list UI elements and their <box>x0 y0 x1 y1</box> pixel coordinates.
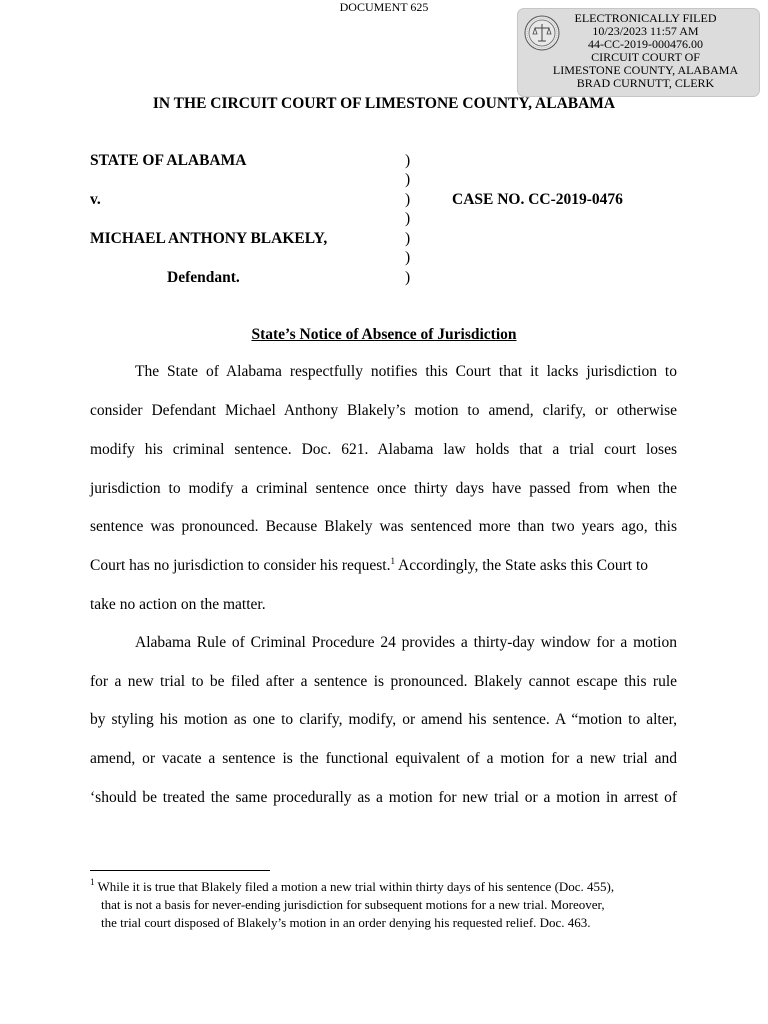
plaintiff-name: STATE OF ALABAMA <box>90 152 247 169</box>
caption-paren: ) <box>405 230 411 247</box>
caption-paren: ) <box>405 249 411 266</box>
caption-paren: ) <box>405 269 411 286</box>
caption-paren: ) <box>405 152 411 169</box>
caption-paren: ) <box>405 171 411 188</box>
footnote-line <box>90 878 677 895</box>
body-line: by styling his motion as one to clarify, modify, or amend his sentence. A “motion to alter, <box>90 711 677 728</box>
filing-stamp <box>517 8 760 97</box>
body-line: sentence was pronounced. Because Blakely was sentenced more than two years ago, this <box>90 518 677 535</box>
body-line: for a new trial to be filed after a sentence is pronounced. Blakely cannot escape this rule <box>90 673 677 690</box>
stamp-line: BRAD CURNUTT, CLERK <box>576 76 715 90</box>
case-number: CASE NO. CC-2019-0476 <box>452 191 623 208</box>
footnote-line: the trial court disposed of Blakely’s motion in an order denying his requested relief. Doc. 463. <box>101 915 591 930</box>
court-heading: IN THE CIRCUIT COURT OF LIMESTONE COUNTY, ALABAMA <box>152 95 616 112</box>
body-line: modify his criminal sentence. Doc. 621. Alabama law holds that a trial court loses <box>90 441 677 458</box>
body-line: amend, or vacate a sentence is the functional equivalent of a motion for a new trial and <box>90 750 677 767</box>
footnote-line: that is not a basis for never-ending jurisdiction for subsequent motions for a new trial. Moreover, <box>101 897 605 912</box>
caption-paren: ) <box>405 191 411 208</box>
body-line: consider Defendant Michael Anthony Blakely’s motion to amend, clarify, or otherwise <box>90 402 677 419</box>
stamp-text <box>532 12 759 90</box>
stamp-line: CIRCUIT COURT OF <box>591 50 700 64</box>
versus-label: v. <box>90 191 101 208</box>
body-text: Accordingly, the State asks this Court to <box>395 557 648 574</box>
body-line: ‘should be treated the same procedurally as a motion for new trial or a motion in arrest of <box>90 789 677 806</box>
footnote-divider <box>90 870 270 871</box>
defendant-name: MICHAEL ANTHONY BLAKELY, <box>90 230 328 247</box>
footnote-marker: 1 <box>90 877 95 887</box>
caption-paren: ) <box>405 210 411 227</box>
stamp-line: 10/23/2023 11:57 AM <box>592 24 699 38</box>
defendant-role: Defendant. <box>167 269 240 286</box>
document-title: State’s Notice of Absence of Jurisdiction <box>251 326 517 343</box>
footnote-text: While it is true that Blakely filed a motion a new trial within thirty days of his sentence (Doc. 455), <box>94 879 615 894</box>
document-number: DOCUMENT 625 <box>339 0 429 14</box>
stamp-line: ELECTRONICALLY FILED <box>574 11 717 25</box>
body-line: The State of Alabama respectfully notifies this Court that it lacks jurisdiction to <box>135 363 677 380</box>
body-line: jurisdiction to modify a criminal sentence once thirty days have passed from when the <box>90 480 677 497</box>
stamp-line: 44-CC-2019-000476.00 <box>588 37 703 51</box>
footnote-reference: 1 <box>390 556 395 566</box>
body-line <box>90 556 677 576</box>
body-text: Court has no jurisdiction to consider his request. <box>90 557 391 574</box>
stamp-line: LIMESTONE COUNTY, ALABAMA <box>552 63 739 77</box>
body-line: Alabama Rule of Criminal Procedure 24 provides a thirty-day window for a motion <box>135 634 677 651</box>
body-line: take no action on the matter. <box>90 596 266 613</box>
